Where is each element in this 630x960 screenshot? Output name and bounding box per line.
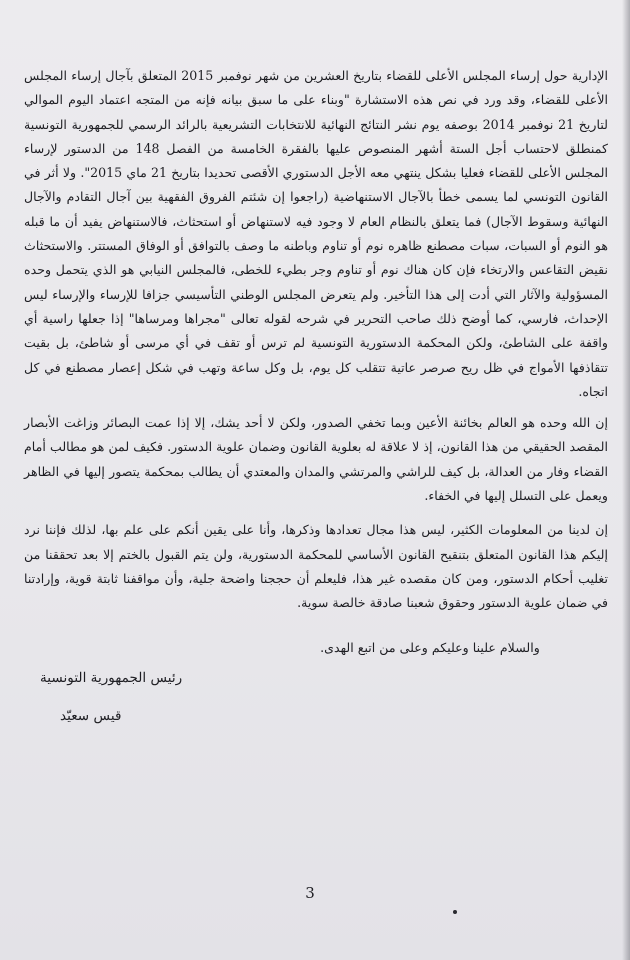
paragraph-2: إن الله وحده هو العالم بخائنة الأعين وبما تخفي الصدور، ولكن لا أحد يشك، إلا إذا عمت البصائر وزاغت الأبصار المقصد الحقيقي من هذا القانون، إذ لا علاقة له بعلوية القانون وضمان علوية الدستور. فكيف لمن هو مطالب أمام القضاء وفار من العدالة، بل كيف للراشي والمرتشي والمدان والمعتدي أن يطالب بمحكمة يتصور إليها في الظاهر ويعمل على التسلل إليها في الخفاء. (24, 415, 608, 504)
paragraph-1: الإدارية حول إرساء المجلس الأعلى للقضاء بتاريخ العشرين من شهر نوفمبر 2015 المتعلق بآجال إرساء المجلس الأعلى للقضاء، وقد ورد في نص هذه الاستشارة "وبناء على ما سبق بيانه فإنه من المتجه اعتماد اليوم الموالي لتاريخ 21 نوفمبر 2014 بوصفه يوم نشر النتائج النهائية للانتخابات التشريعية بالرائد الرسمي للجمهورية التونسية كمنطلق لاحتساب أجل الستة أشهر المنصوص عليها بالفقرة الخامسة من الفصل 148 من الدستور لإرساء المجلس الأعلى للقضاء فعليا بشكل ينتهي معه الأجل الدستوري الأقصى تحديدا بتاريخ 21 ماي 2015". ولا أثر في القانون التونسي لما يسمى خطأ بالآجال الاستنهاضية (راجعوا إن شئتم الفروق الفقهية بين آجال التقادم والآجال النهائية وسقوط الآجال) فما يتعلق بالنظام العام لا وجود فيه لاستنهاض أو استحثاث، فالاستنهاض يفيد أن ما قبله هو النوم أو السبات، سبات مصطنع ظاهره نوم أو تناوم وباطنه ما وصف بالتوافق أو الوفاق المستتر. والاستحثاث نقيض التقاعس والارتخاء فإن كان هناك نوم أو تناوم وجر بطيء للخطى، فالمجلس النيابي هو الذي يتحمل وحده المسؤولية والآثار التي أدت إلى هذا التأخير. ولم يتعرض المجلس الوطني التأسيسي جزافا للإرساء والإرساء ليس الإحداث، فارسي، كما أوضح ذلك صاحب التحرير في شرحه لقوله تعالى "مجراها ومرساها" إذا جعلها راسية أي واقفة على الشاطئ، ولكن المحكمة الدستورية التونسية لم ترس أو تقف في أي مرسى أو شاطئ، بل بقيت تتقاذفها الأمواج في ظل ريح صرصر عاتية تتقلب كل يوم، بل وكل ساعة وتهب في شكل إعصار مصطنع في كل اتجاه. (24, 68, 608, 399)
paragraph-3: إن لدينا من المعلومات الكثير، ليس هذا مجال تعدادها وذكرها، وأنا على يقين أنكم على علم بها، لذلك فإننا نرد إليكم هذا القانون المتعلق بتنقيح القانون الأساسي للمحكمة الدستورية، ولن يتم القبول بالختم إلا بعد تحققنا من تغليب أحكام الدستور، ومن كان مقصده غير هذا، فليعلم أن حججنا واضحة جلية، وأن مواقفنا ثابتة قوية، وإرادتنا في ضمان علوية الدستور وحقوق شعبنا صادقة خالصة سوية. (24, 522, 608, 611)
scan-speck (453, 910, 457, 914)
page-number: 3 (305, 884, 315, 902)
closing-salutation: والسلام علينا وعليكم وعلى من اتبع الهدى. (320, 640, 540, 655)
signature-title: رئيس الجمهورية التونسية (40, 670, 183, 686)
letter-body (24, 64, 608, 626)
page-edge-shadow (622, 0, 630, 960)
signature-name: قيس سعيّد (60, 708, 122, 724)
